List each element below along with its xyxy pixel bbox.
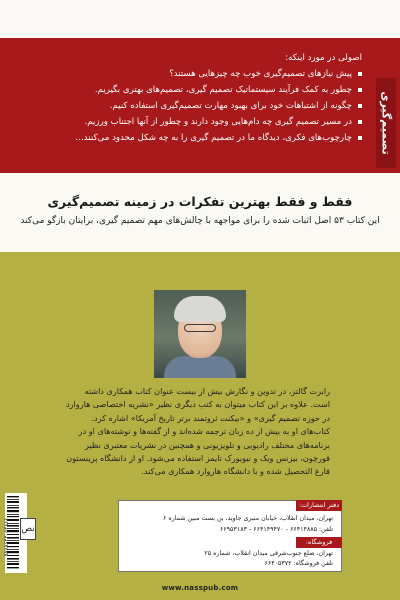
office-phone: تلفن: ۶۶۴۱۴۸۸۵ - ۶۶۴۱۴۹۴۷۰ - ۶۶۹۵۳۱۸۳ [219,526,333,533]
series-tab [376,78,396,168]
cover-subline: این کتاب ۵۳ اصل اثبات شده را برای مواجهه با چالش‌های مهم تصمیم گیری، برایتان بازگو می‌کند [20,216,380,226]
key-points-list [42,50,362,146]
author-bio: رابرت گالتز، در تدوین و نگارش بیش از بیست عنوان کتاب همکاری داشته است. علاوه بر این کتاب میتوان به کتب دیگری نظیر «نشریه اختصاصی هاروارد در حوزه تصمیم گیری» و «بیکنت ثروتمند برتر تاریخ آمریکا» اشاره کرد. کتاب‌های او به بیش از ده زبان ترجمه شده‌اند و از گفته‌ها و نوشته‌های او در برنامه‌های مختلف رادیویی و تلویزیونی و همچنین در نشریات معتبری نظیر فورچون، بیزنس ویک و نیویورک تایمز استفاده می‌شود. او از دانشگاه پرینستون فارغ التحصیل شده و با دانشگاه هاروارد همکاری می‌کند. [66,386,330,477]
key-point-item: پیش نیازهای تصمیم‌گیری خوب چه چیزهایی هستند؟ [42,66,362,82]
office-address: تهران، میدان انقلاب، خیابان منیری جاوید، بن بست مبین شماره ۶ [162,515,333,522]
key-points-intro: اصولی در مورد اینکه: [285,53,362,63]
top-margin [0,0,400,38]
key-point-item: چارچوب‌های فکری، دیدگاه ما در تصمیم گیری را به چه شکل محدود می‌کنند… [42,130,362,146]
key-point-item: در مسیر تصمیم گیری چه دام‌هایی وجود دارند و چطور از آنها اجتناب ورزیم. [42,114,362,130]
key-points-panel [0,38,400,173]
barcode-number: ۹۷۸۹۶۴۴۰۵۴۸۶۶ [4,517,10,557]
publisher-logo: نص [20,518,36,540]
store-label: فروشگاه: [296,537,342,548]
office-label: دفتر انتشارات: [296,500,342,511]
key-point-item: چطور به کمک فرآیند سیستماتیک تصمیم گیری، تصمیم‌های بهتری بگیریم. [42,82,362,98]
publisher-website: www.nasspub.com [161,584,239,592]
store-address: تهران، ضلع جنوب‌شرقی میدان انقلاب، شماره ۲۵ [204,550,333,557]
cover-headline: فقط و فقط بهترین تفکرات در زمینه تصمیم‌گیری [47,194,353,209]
store-phone: تلفن فروشگاه: ۶۶۴۰۵۳۷۲ [264,560,333,567]
author-photo [154,290,246,378]
series-tab-label: تصمیم‌گیری [379,91,393,155]
publisher-info-box [118,500,342,572]
key-point-item: چگونه از اشتباهات خود برای بهبود مهارت تصمیم‌گیری استفاده کنیم. [42,98,362,114]
